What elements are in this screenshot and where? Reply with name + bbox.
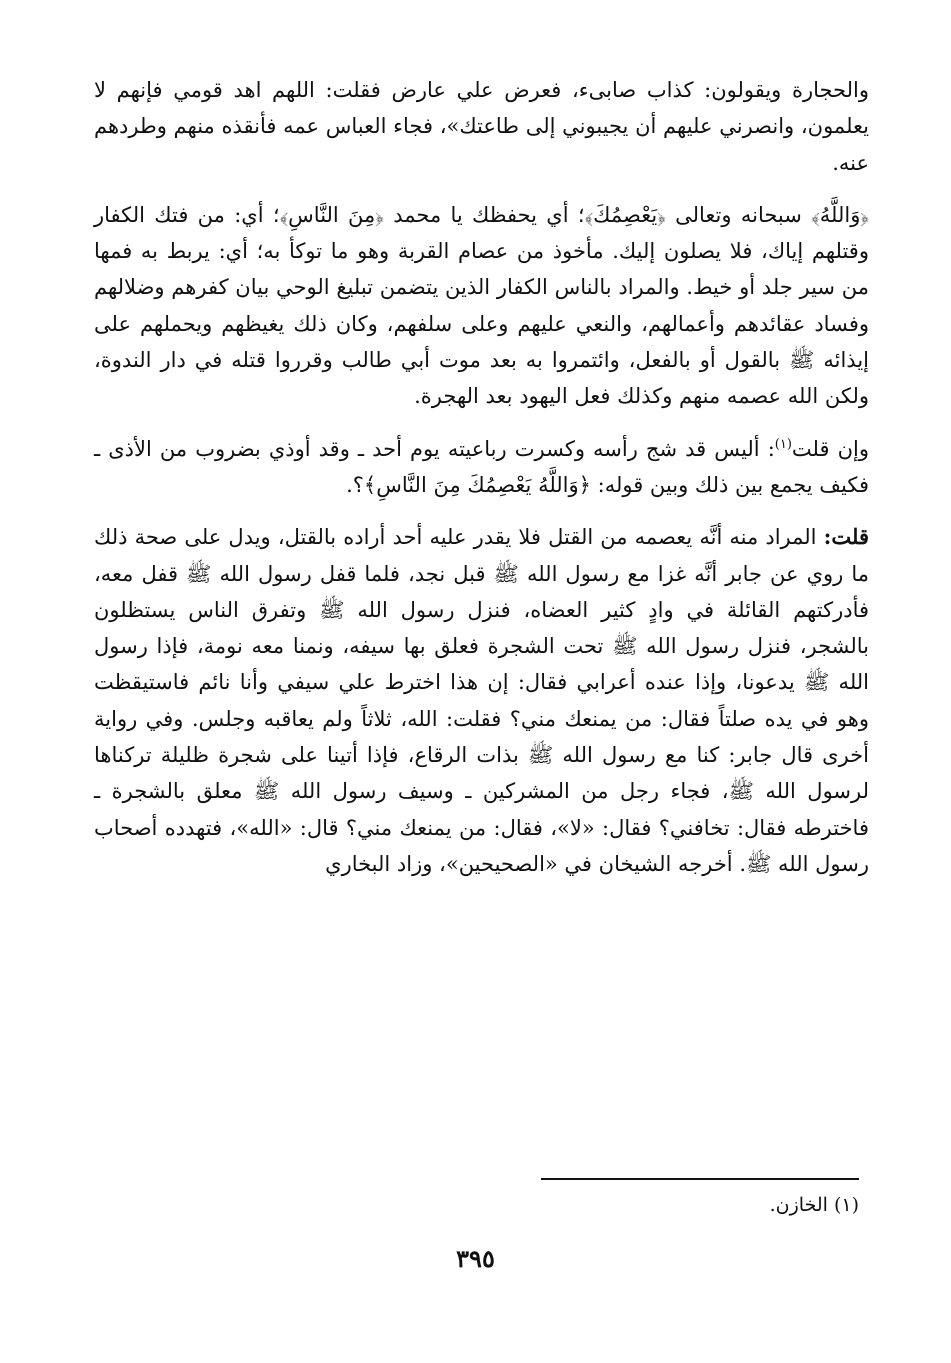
question-lead: وإن قلت [791, 436, 870, 461]
footnote-divider [541, 1178, 859, 1180]
answer-lead: قلت: [823, 524, 869, 550]
answer-text: المراد منه أنَّه يعصمه من القتل فلا يقدر عليه أحد أراده بالقتل، ويدل على صحة ذلك ما روي عن جابر أنَّه غزا مع رسول الله ﷺ قبل نجد، فلما قفل رسول الله ﷺ قفل معه، فأدركتهم القائلة في وادٍ كثير العضاه، فنزل رسول الله ﷺ وتفرق الناس يستظلون بالشجر، فنزل رسول الله ﷺ تحت الشجرة فعلق بها سيفه، ونمنا معه نومة، فإذا رسول الله ﷺ يدعونا، وإذا عنده أعرابي فقال: إن هذا اخترط علي سيفي وأنا نائم فاستيقظت وهو في يده صلتاً فقال: من يمنعك مني؟ فقلت: الله، ثلاثاً ولم يعاقبه وجلس. وفي رواية أخرى قال جابر: كنا مع رسول الله ﷺ بذات الرقاع، فإذا أتينا على شجرة ظليلة تركناها لرسول الله ﷺ، فجاء رجل من المشركين ـ وسيف رسول الله ﷺ معلق بالشجرة ـ فاخترطه فقال: تخافني؟ فقال: «لا»، فقال: من يمنعك مني؟ قال: «الله»، فتهدده أصحاب رسول الله ﷺ. أخرجه الشيخان في «الصحيحين»، وزاد البخاري [94, 525, 869, 876]
answer-paragraph [94, 519, 869, 882]
paragraph-2: ﴿وَاللَّهُ﴾ سبحانه وتعالى ﴿يَعْصِمُكَ﴾؛ أي يحفظك يا محمد ﴿مِنَ النَّاسِ﴾؛ أي: من فتك الكفار وقتلهم إياك، فلا يصلون إليك. مأخوذ من عصام القربة وهو ما توكأ به؛ أي: يربط به فمها من سير جلد أو خيط. والمراد بالناس الكفار الذين يتضمن تبليغ الوحي بيان كفرهم وضلالهم وفساد عقائدهم وأعمالهم، والنعي عليهم وعلى سلفهم، وكان ذلك يغيظهم ويحملهم على إيذائه ﷺ بالقول أو بالفعل، وائتمروا به بعد موت أبي طالب وقرروا قتله في دار الندوة، ولكن الله عصمه منهم وكذلك فعل اليهود بعد الهجرة. [94, 202, 869, 409]
footnote: (١) الخازن. [769, 1194, 859, 1216]
body-text [94, 72, 869, 898]
footnote-marker[interactable]: (١) [774, 436, 792, 452]
question-text: : أليس قد شج رأسه وكسرت رباعيته يوم أحد ـ وقد أوذي بضروب من الأذى ـ فكيف يجمع بين ذلك وبين قوله: ﴿وَاللَّهُ يَعْصِمُكَ مِنَ النَّاسِ﴾؟. [94, 436, 869, 497]
paragraph-1: والحجارة ويقولون: كذاب صابىء، فعرض علي عارض فقلت: اللهم اهد قومي فإنهم لا يعلمون، وانصرني عليهم أن يجيبوني إلى طاعتك»، فجاء العباس عمه فأنقذه منهم وطردهم عنه. [94, 78, 869, 175]
question-paragraph [94, 431, 869, 504]
page-number: ٣٩٥ [456, 1244, 495, 1273]
